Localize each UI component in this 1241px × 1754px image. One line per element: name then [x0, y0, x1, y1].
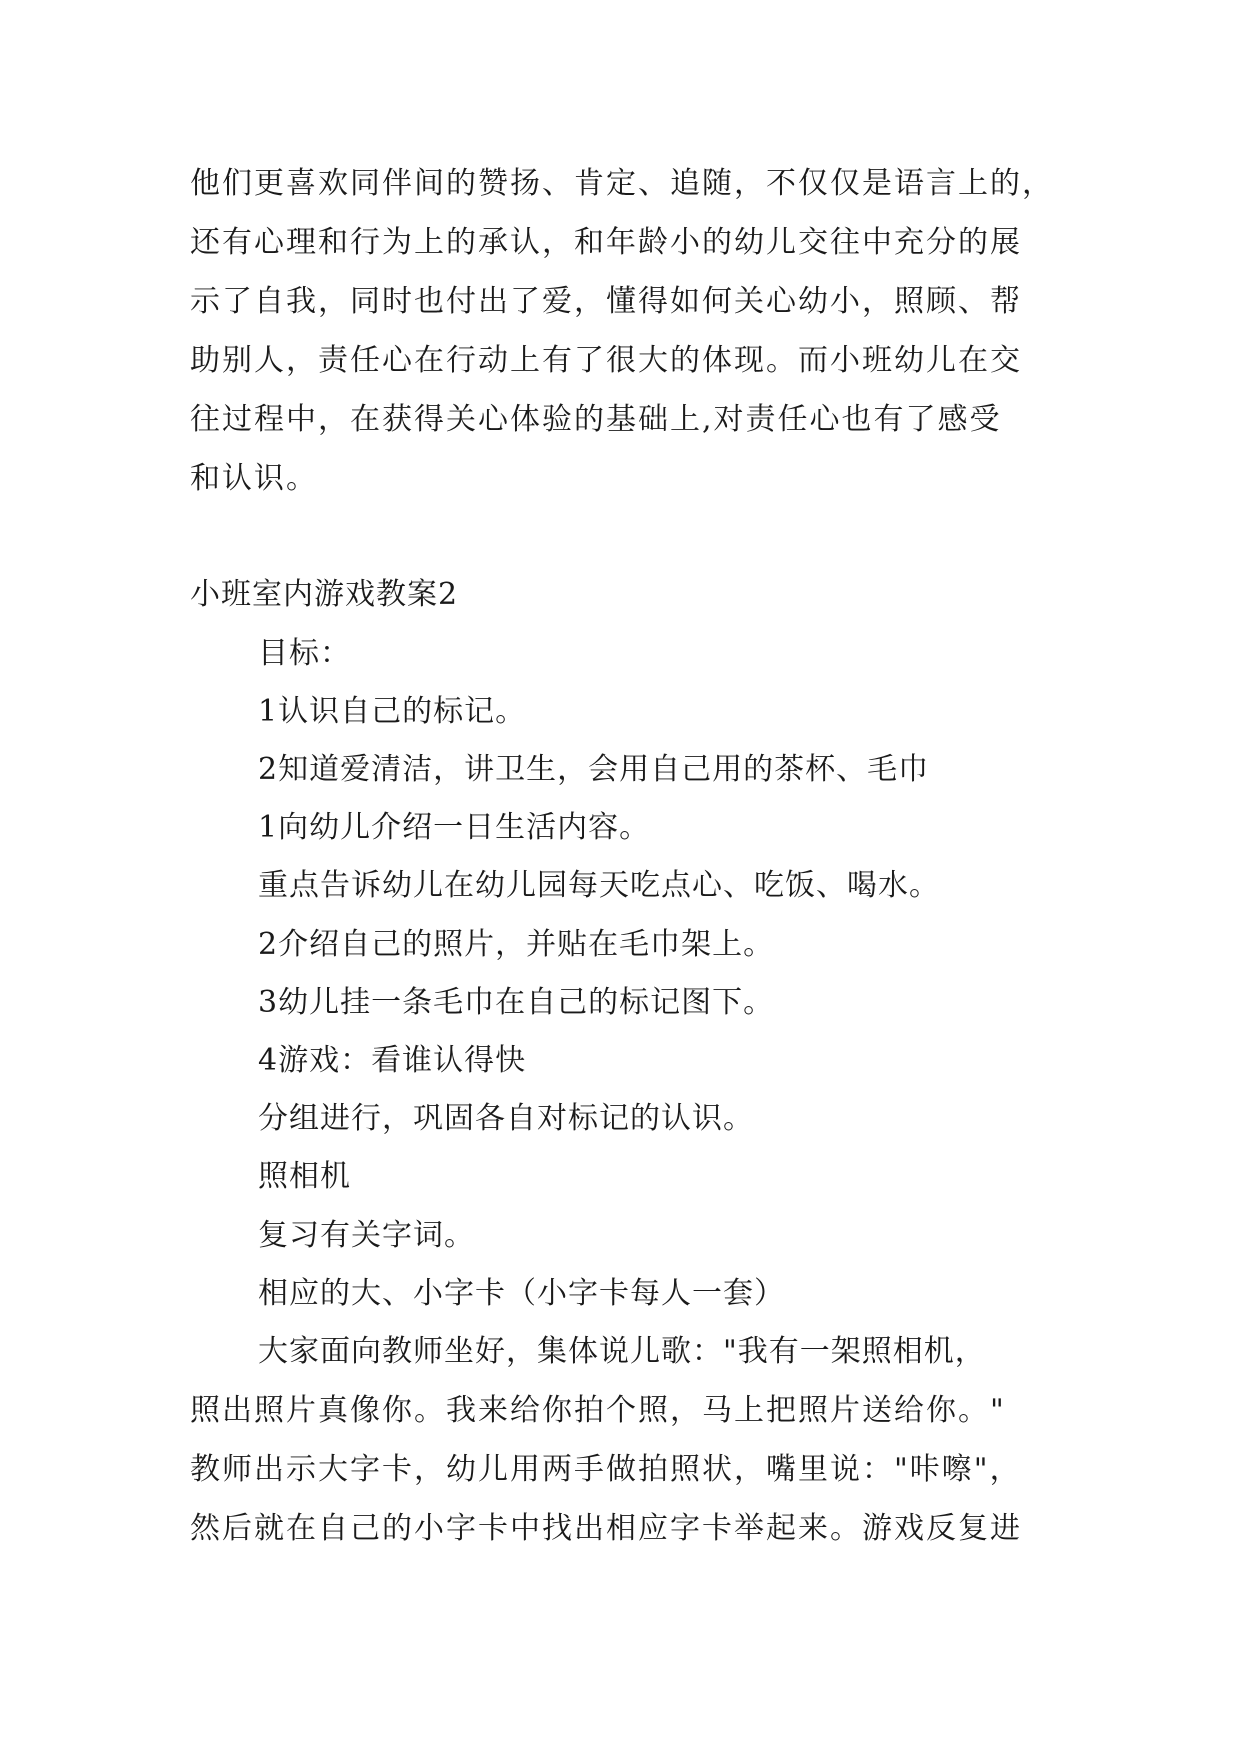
list-item: 重点告诉幼儿在幼儿园每天吃点心、吃饭、喝水。 [258, 868, 940, 903]
paragraph-line: 示了自我，同时也付出了爱，懂得如何关心幼小，照顾、帮 [190, 284, 1022, 319]
list-item: 复习有关字词。 [258, 1218, 475, 1253]
paragraph-line: 和认识。 [190, 461, 318, 496]
list-item: 2知道爱清洁，讲卫生，会用自己用的茶杯、毛巾 [258, 752, 930, 787]
paragraph-line: 助别人，责任心在行动上有了很大的体现。而小班幼儿在交 [190, 343, 1022, 378]
list-item: 相应的大、小字卡（小字卡每人一套） [258, 1276, 785, 1311]
paragraph-line: 照出照片真像你。我来给你拍个照，马上把照片送给你。" [190, 1393, 1006, 1428]
paragraph-line: 教师出示大字卡，幼儿用两手做拍照状，嘴里说："咔嚓"， [190, 1452, 1022, 1487]
paragraph-line: 他们更喜欢同伴间的赞扬、肯定、追随，不仅仅是语言上的， [190, 166, 1054, 201]
list-item: 3幼儿挂一条毛巾在自己的标记图下。 [258, 985, 775, 1020]
list-item: 分组进行，巩固各自对标记的认识。 [258, 1101, 754, 1136]
paragraph-line: 大家面向教师坐好，集体说儿歌："我有一架照相机， [258, 1334, 986, 1369]
paragraph-line: 往过程中，在获得关心体验的基础上,对责任心也有了感受 [190, 402, 1002, 437]
section-title: 小班室内游戏教案2 [190, 577, 459, 612]
paragraph-line: 还有心理和行为上的承认，和年龄小的幼儿交往中充分的展 [190, 225, 1022, 260]
list-item: 1认识自己的标记。 [258, 694, 527, 729]
list-item: 目标： [258, 636, 351, 671]
list-item: 2介绍自己的照片，并贴在毛巾架上。 [258, 927, 775, 962]
list-item: 4游戏：看谁认得快 [258, 1043, 527, 1078]
list-item: 照相机 [258, 1159, 351, 1194]
paragraph-line: 然后就在自己的小字卡中找出相应字卡举起来。游戏反复进 [190, 1511, 1022, 1546]
list-item: 1向幼儿介绍一日生活内容。 [258, 810, 651, 845]
